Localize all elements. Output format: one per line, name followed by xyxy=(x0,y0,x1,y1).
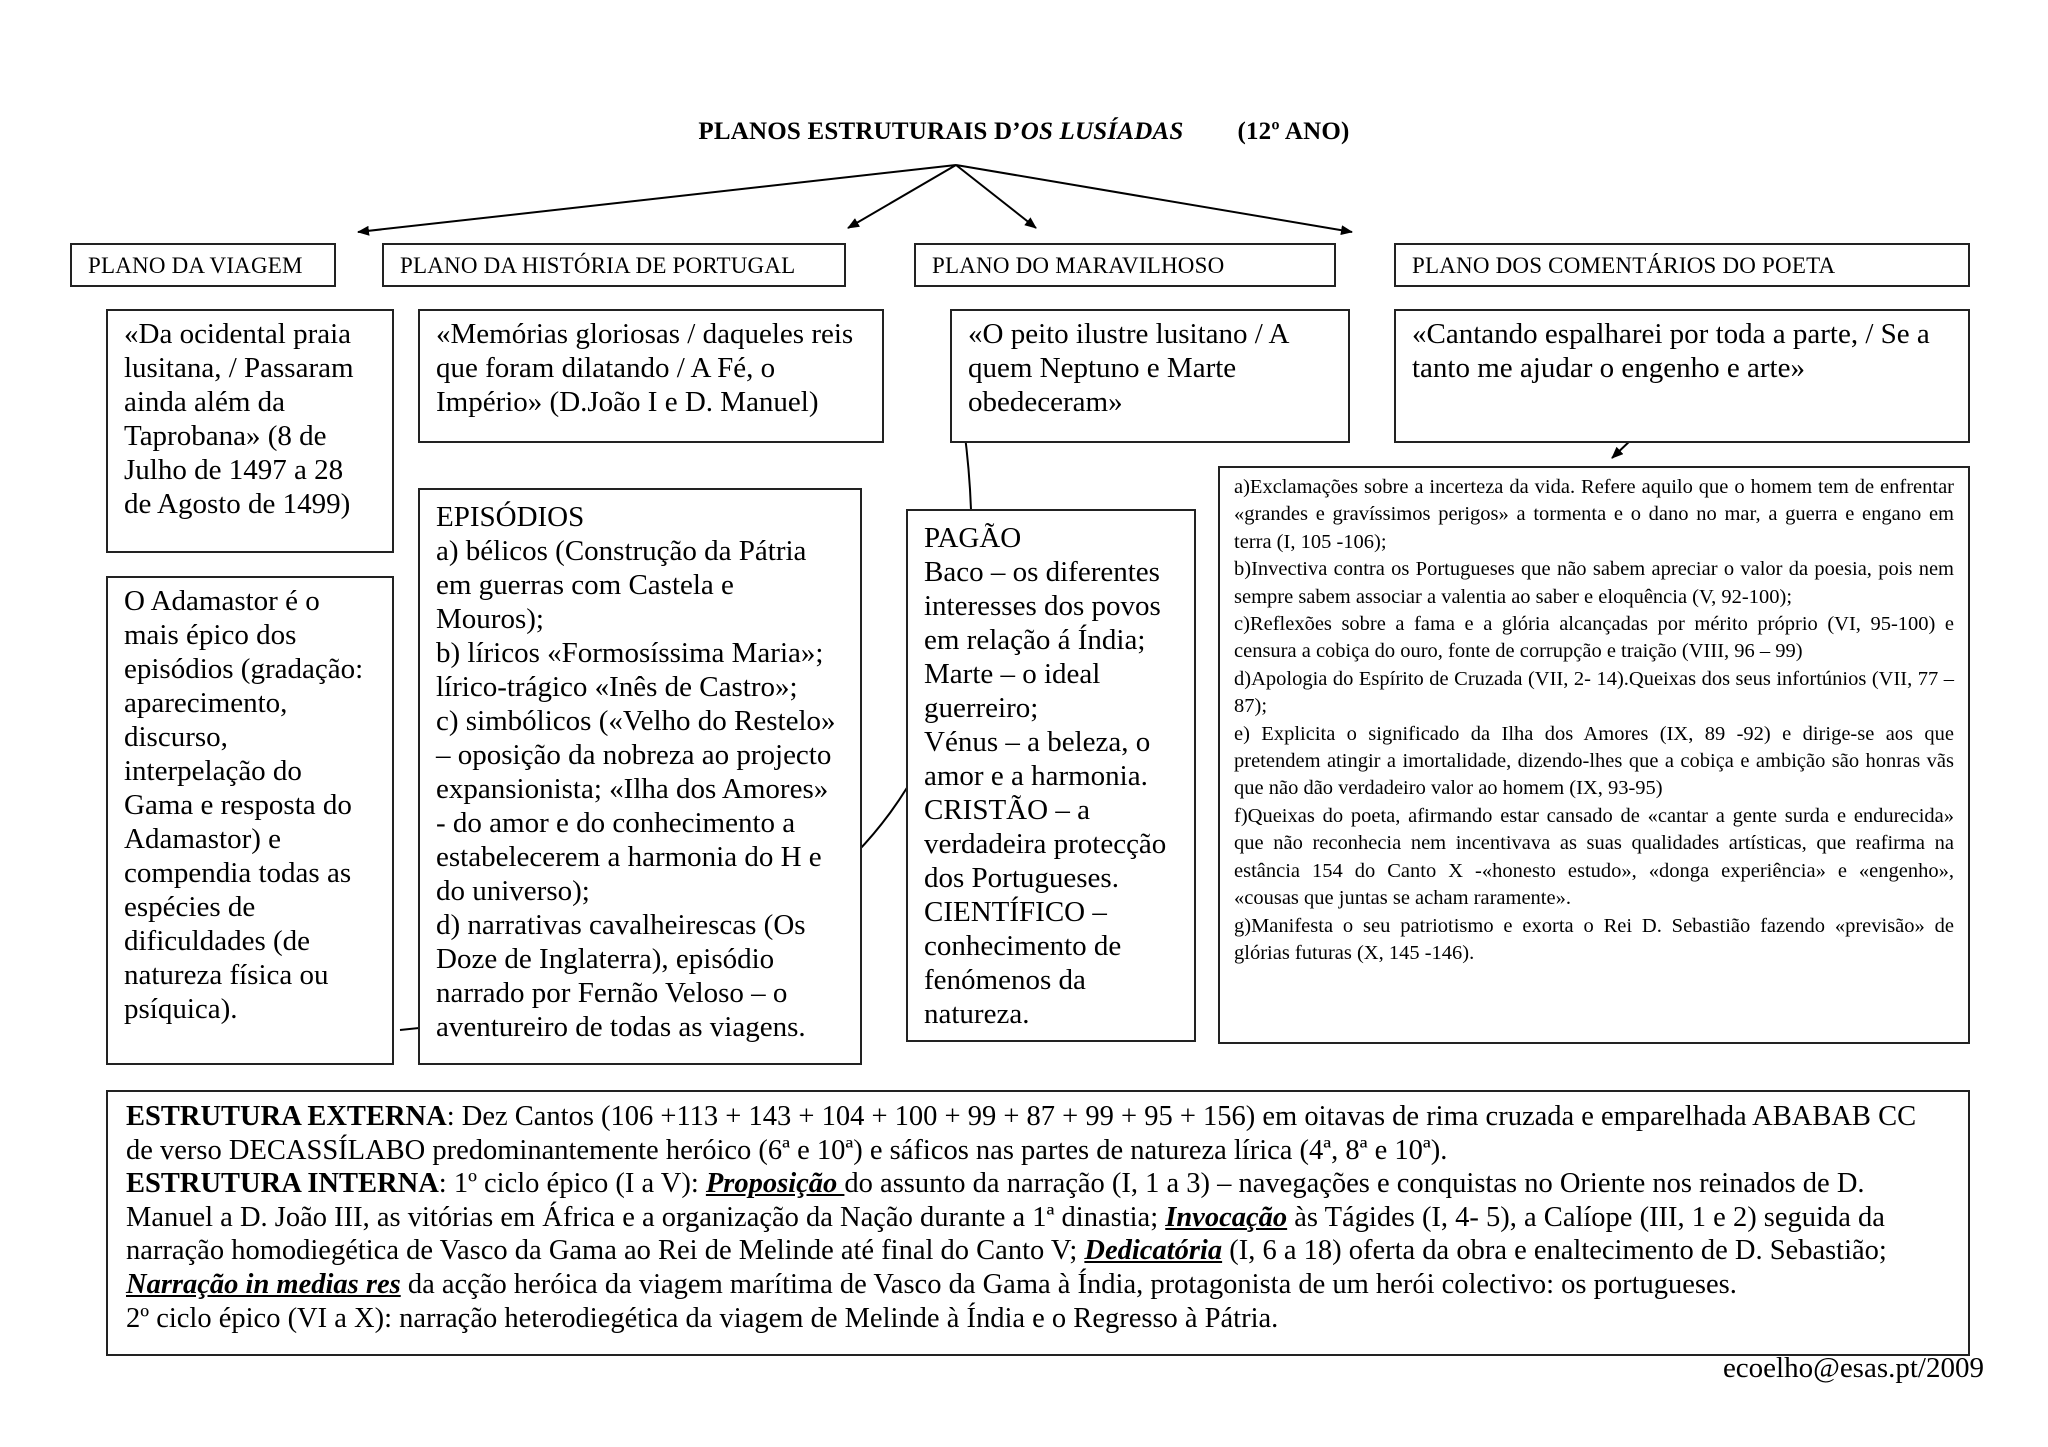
header-plano-historia: PLANO DA HISTÓRIA DE PORTUGAL xyxy=(382,243,846,287)
estrutura-ciclo-2: 2º ciclo épico (VI a X): narração heterodiegética da viagem de Melinde à Índia e o Regresso à Pátria. xyxy=(126,1302,1279,1334)
quote-historia: «Memórias gloriosas / daqueles reis que foram dilatando / A Fé, o Império» (D.João I e D. Manuel) xyxy=(418,309,884,443)
comentario-d: d)Apologia do Espírito de Cruzada (VII, 2- 14).Queixas dos seus infortúnios (VII, 77 – 87); xyxy=(1234,667,1954,718)
title-italic: OS LUSÍADAS xyxy=(1020,118,1184,145)
quote-comentarios: «Cantando espalharei por toda a parte, / Se a tanto me ajudar o engenho e arte» xyxy=(1394,309,1970,443)
interna-text-2: do assunto da narração (I, 1 a 3) – navegações e conquistas no Oriente nos reinados de D. Manuel a D. João III, as vitórias em África e a organização da Nação durante a 1ª dinastia; xyxy=(126,1168,1865,1233)
detail-historia-episodios xyxy=(418,488,862,1065)
keyword-proposicao: Proposição xyxy=(705,1168,845,1200)
episodios-heading: EPISÓDIOS xyxy=(436,501,585,533)
episodio-liricos: b) líricos «Formosíssima Maria»; lírico-trágico «Inês de Castro»; xyxy=(436,637,824,703)
maravilhoso-cristao: CRISTÃO – a verdadeira protecção dos Portugueses. xyxy=(924,794,1167,894)
interna-text-3: às Tágides (I, 4- 5), a Calíope (III, 1 e 2) seguida da narração homodiegética de Vasco da Gama ao Rei de Melinde até final do Canto V; xyxy=(126,1201,1885,1267)
quote-viagem: «Da ocidental praia lusitana, / Passaram ainda além da Taprobana» (8 de Julho de 1497 a 28 de Agosto de 1499) xyxy=(106,309,394,553)
estrutura-box xyxy=(106,1090,1970,1356)
interna-text-1: : 1º ciclo épico (I a V): xyxy=(438,1168,706,1200)
maravilhoso-venus: Vénus – a beleza, o amor e a harmonia. xyxy=(924,726,1151,792)
keyword-dedicatoria: Dedicatória xyxy=(1084,1235,1223,1267)
header-plano-comentarios: PLANO DOS COMENTÁRIOS DO POETA xyxy=(1394,243,1970,287)
arrow-to-maravilhoso xyxy=(956,165,1036,228)
maravilhoso-baco: Baco – os diferentes interesses dos povos em relação á Índia; xyxy=(924,556,1161,656)
title-prefix: PLANOS ESTRUTURAIS D’ xyxy=(698,118,1021,145)
keyword-invocacao: Invocação xyxy=(1165,1201,1288,1233)
comentario-c: c)Reflexões sobre a fama e a glória alcançadas por mérito próprio (VI, 95-100) e censura a cobiça do ouro, fonte de corrupção e traição (VIII, 96 – 99) xyxy=(1234,613,1954,663)
maravilhoso-cientifico: CIENTÍFICO – conhecimento de fenómenos da natureza. xyxy=(924,896,1122,1030)
estrutura-externa-text: : Dez Cantos (106 +113 + 143 + 104 + 100 + 99 + 87 + 99 + 95 + 156) em oitavas de rima cruzada e emparelhada ABABAB CC de verso DECASSÍLABO predominantemente heróico (6ª e 10ª) e sáficos nas partes de natureza lírica (4ª, 8ª e 10ª). xyxy=(126,1101,1917,1166)
header-plano-viagem: PLANO DA VIAGEM xyxy=(70,243,336,287)
estrutura-externa-label: ESTRUTURA EXTERNA xyxy=(126,1101,447,1132)
estrutura-interna-label: ESTRUTURA INTERNA xyxy=(126,1168,439,1200)
arrow-to-viagem xyxy=(358,165,956,232)
detail-viagem-adamastor: O Adamastor é o mais épico dos episódios (gradação: aparecimento, discurso, interpelação do Gama e resposta do Adamastor) e compendia todas as espécies de dificuldades (de natureza física ou psíquica). xyxy=(106,576,394,1065)
episodio-belicos: a) bélicos (Construção da Pátria em guerras com Castela e Mouros); xyxy=(436,535,807,635)
episodio-simbolicos: c) simbólicos («Velho do Restelo» – oposição da nobreza ao projecto expansionista; «Ilha dos Amores» - do amor e do conhecimento a estabelecerem a harmonia do H e do universo); xyxy=(436,705,836,907)
arrow-to-comentarios xyxy=(956,165,1352,232)
maravilhoso-marte: Marte – o ideal guerreiro; xyxy=(924,658,1101,724)
detail-comentarios xyxy=(1218,466,1970,1044)
keyword-narracao: Narração in medias res xyxy=(126,1268,401,1300)
comentario-a: a)Exclamações sobre a incerteza da vida. Refere aquilo que o homem tem de enfrentar «grandes e gravíssimos perigos» a tormenta e o dano no mar, a guerra e engano em terra (I, 105 -106); xyxy=(1234,476,1954,553)
quote-maravilhoso: «O peito ilustre lusitano / A quem Neptuno e Marte obedeceram» xyxy=(950,309,1350,443)
maravilhoso-pagao: PAGÃO xyxy=(924,522,1022,554)
interna-text-4: (I, 6 a 18) oferta da obra e enaltecimento de D. Sebastião; xyxy=(1222,1235,1887,1267)
estrutura-externa xyxy=(126,1100,1950,1167)
detail-maravilhoso xyxy=(906,509,1196,1042)
footer-credit: ecoelho@esas.pt/2009 xyxy=(1722,1352,1984,1384)
comentario-g: g)Manifesta o seu patriotismo e exorta o Rei D. Sebastião fazendo «previsão» de glórias futuras (X, 145 -146). xyxy=(1234,914,1954,964)
title-suffix: (12º ANO) xyxy=(1237,118,1350,145)
comentario-f: f)Queixas do poeta, afirmando estar cansado de «cantar a gente surda e endurecida» que não reconhecia nem incentivava as suas qualidades artísticas, que reafirma na estância 154 do Canto X -«honesto estudo», «donga experiência» e «engenho», «cousas que juntas se acham raramente». xyxy=(1234,804,1954,910)
header-plano-maravilhoso: PLANO DO MARAVILHOSO xyxy=(914,243,1336,287)
episodio-narrativas: d) narrativas cavalheirescas (Os Doze de Inglaterra), episódio narrado por Fernão Veloso – o aventureiro de todas as viagens. xyxy=(436,909,806,1043)
estrutura-interna xyxy=(126,1167,1950,1301)
comentario-e: e) Explicita o significado da Ilha dos Amores (IX, 89 -92) e dirige-se aos que pretendem atingir a imortalidade, dizendo-lhes que a cobiça e ambição são honras vãs que não dão verdadeiro valor ao homem (IX, 93-95) xyxy=(1234,722,1954,800)
interna-text-5: da acção heróica da viagem marítima de Vasco da Gama à Índia, protagonista de um herói colectivo: os portugueses. xyxy=(400,1268,1737,1300)
comentario-b: b)Invectiva contra os Portugueses que não sabem apreciar o valor da poesia, pois nem sempre sabem associar a valentia ao saber e eloquência (V, 92-100); xyxy=(1234,558,1954,608)
